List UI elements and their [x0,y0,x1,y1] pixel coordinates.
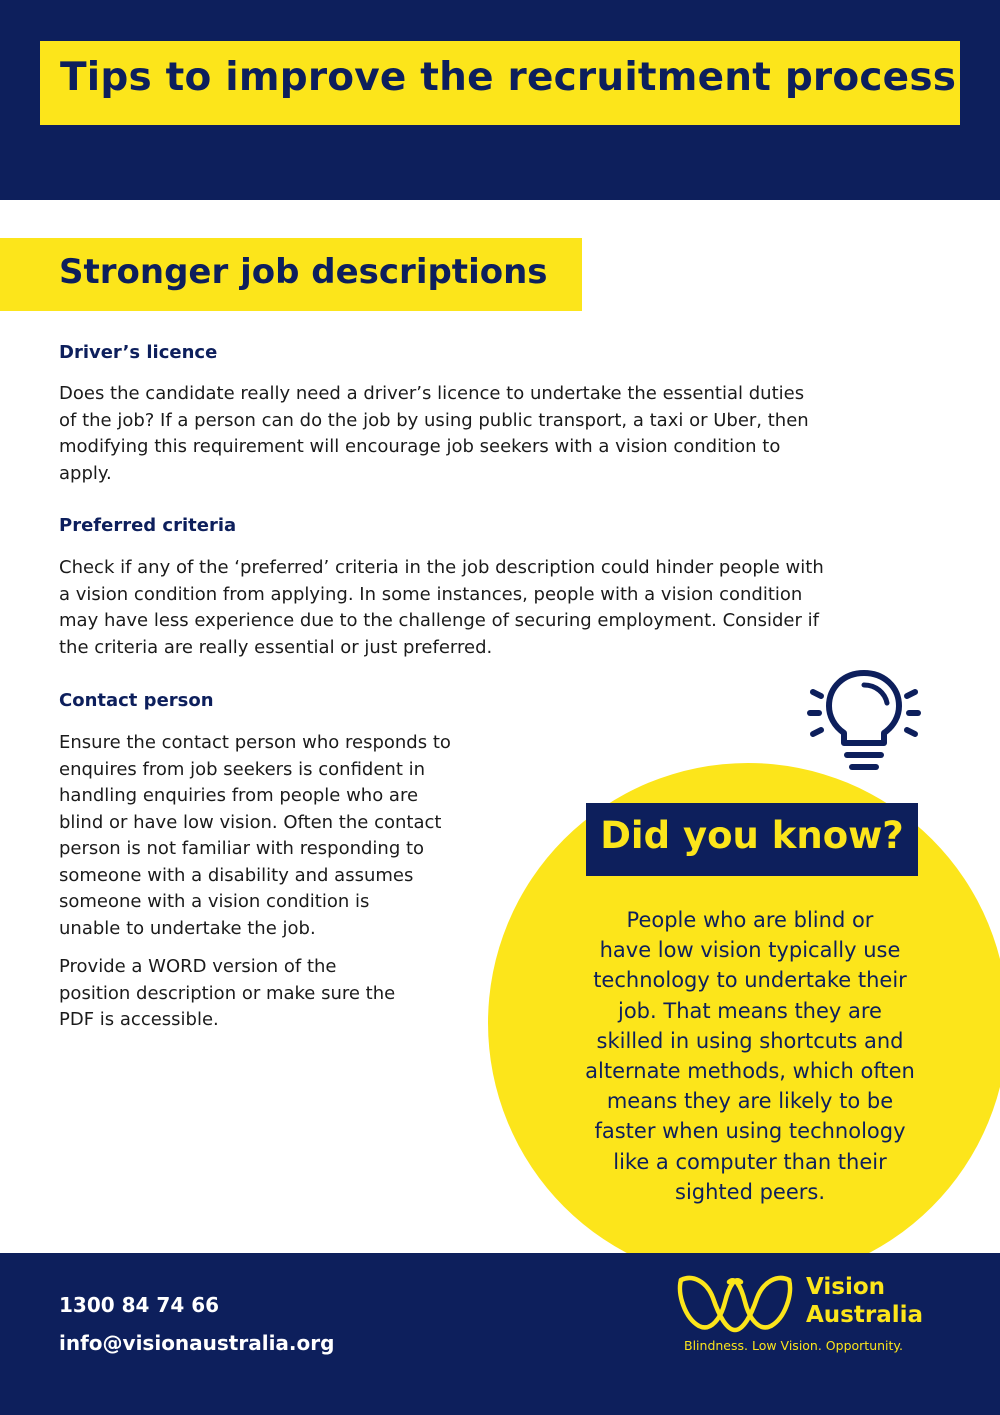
logo-tagline: Blindness. Low Vision. Opportunity. [684,1338,904,1353]
vision-australia-logo-icon [675,1268,795,1334]
text-line: a vision condition from applying. In some instances, people with a vision condition [59,583,803,605]
contact-person-text [59,730,451,942]
title-banner [40,41,960,125]
text-line: have low vision typically use [599,938,901,963]
text-line: job. That means they are [618,998,882,1023]
text-line: means they are likely to be [606,1089,894,1114]
text-line: handling enquiries from people who are [59,785,419,806]
text-line: like a computer than their [613,1149,887,1174]
logo-name-line: Australia [806,1302,924,1328]
text-line: modifying this requirement will encourage job seekers with a vision condition to [59,436,781,457]
section-title: Stronger job descriptions [59,252,548,292]
email-link[interactable]: info@visionaustralia.org [59,1331,335,1355]
word-version-text [59,954,395,1034]
text-line: faster when using technology [594,1119,906,1144]
text-line: enquires from job seekers is confident in [59,758,426,780]
text-line: skilled in using shortcuts and [596,1028,904,1053]
text-line: blind or have low vision. Often the contact [59,811,442,833]
preferred-criteria-text [59,555,824,661]
drivers-licence-text [59,381,809,487]
text-line: someone with a vision condition is [59,891,370,912]
preferred-criteria-heading: Preferred criteria [59,515,237,536]
text-line: may have less experience due to the challenge of securing employment. Consider if [59,610,819,631]
drivers-licence-heading: Driver’s licence [59,342,218,363]
did-you-know-banner [586,803,918,876]
contact-person-heading: Contact person [59,690,214,711]
text-line: People who are blind or [626,908,874,932]
footer [0,1253,1000,1415]
logo-wordmark [806,1273,923,1329]
text-line: Check if any of the ‘preferred’ criteria in the job description could hinder people with [59,557,824,578]
text-line: PDF is accessible. [59,1009,219,1030]
text-line: Ensure the contact person who responds to [59,732,451,753]
callout-text [548,905,952,1207]
text-line: unable to undertake the job. [59,917,316,939]
text-line: person is not familiar with responding to [59,838,425,859]
text-line: apply. [59,462,112,484]
text-line: sighted peers. [675,1179,825,1204]
did-you-know-title: Did you know? [600,814,904,857]
text-line: position description or make sure the [59,982,396,1004]
text-line: of the job? If a person can do the job by using public transport, a taxi or Uber, then [59,409,809,431]
text-line: someone with a disability and assumes [59,864,414,886]
text-line: alternate methods, which often [585,1059,915,1084]
text-line: Provide a WORD version of the [59,956,337,977]
page-title: Tips to improve the recruitment process [60,55,957,100]
text-line: technology to undertake their [593,968,907,993]
section-banner [0,238,582,311]
phone-number[interactable]: 1300 84 74 66 [59,1293,220,1317]
text-line: Does the candidate really need a driver’s licence to undertake the essential duties [59,383,805,404]
text-line: the criteria are really essential or just preferred. [59,636,493,658]
lightbulb-icon [806,663,922,779]
logo-name-line: Vision [806,1274,886,1300]
